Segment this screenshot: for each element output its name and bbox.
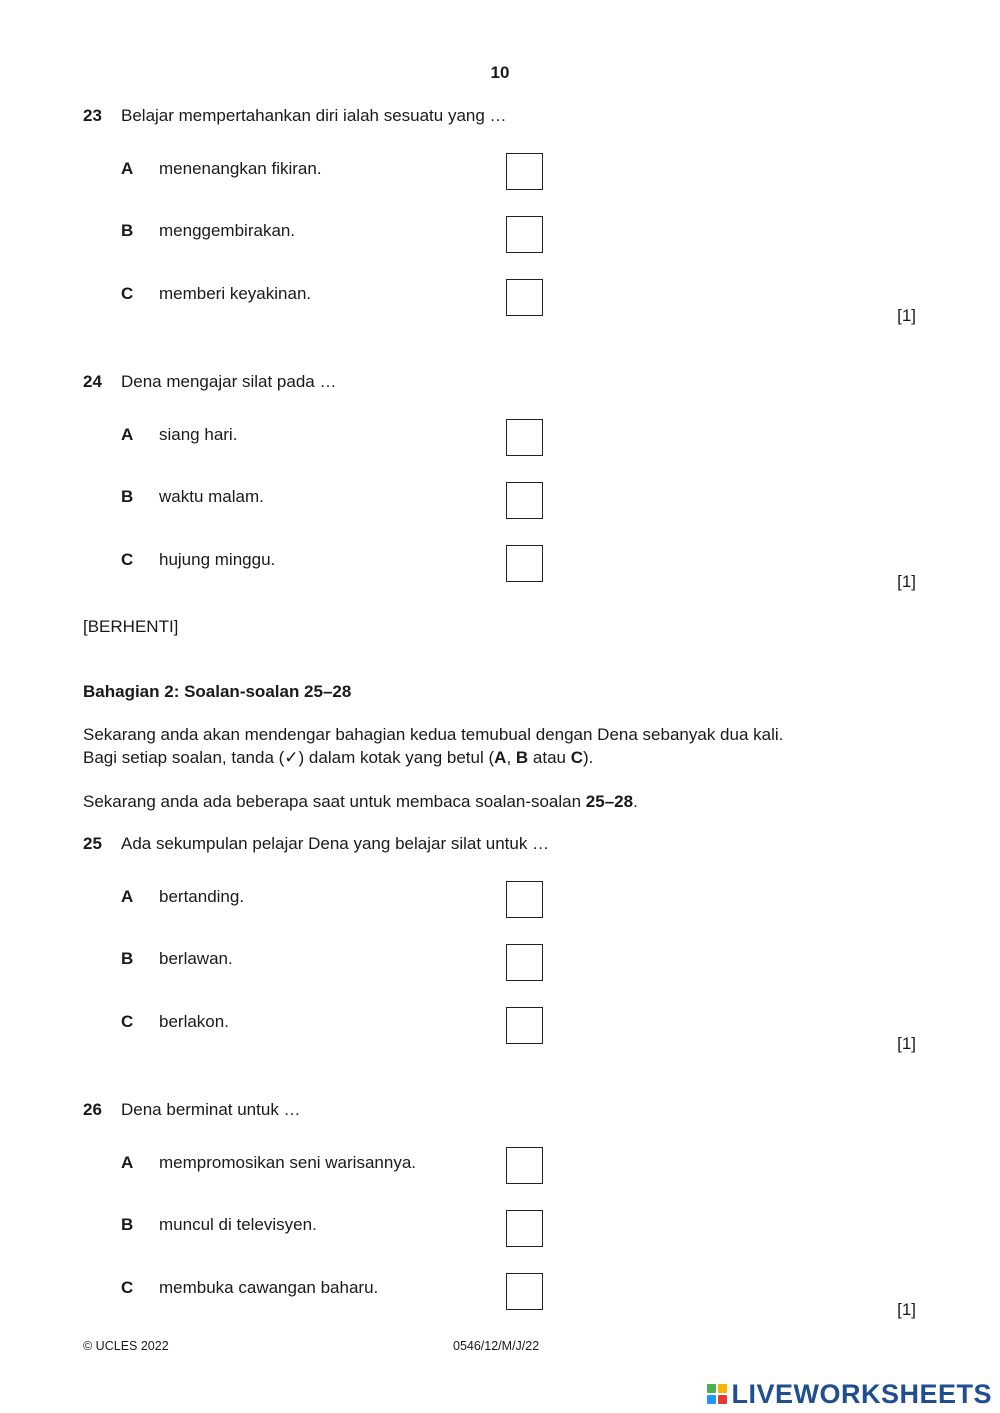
option-text: mempromosikan seni warisannya.: [159, 1153, 416, 1172]
footer-copyright: © UCLES 2022: [83, 1339, 169, 1353]
option-letter: A: [121, 1153, 134, 1172]
option-letter: B: [121, 487, 134, 506]
option-text: bertanding.: [159, 887, 245, 906]
option-text: muncul di televisyen.: [159, 1215, 317, 1234]
marks-label: [1]: [897, 306, 916, 325]
q24-option-c-checkbox[interactable]: [506, 545, 543, 582]
option-letter: A: [121, 159, 134, 178]
marks-label: [1]: [897, 572, 916, 591]
logo-square: [718, 1395, 727, 1404]
option-letter: A: [121, 425, 134, 444]
option-text: menenangkan fikiran.: [159, 159, 322, 178]
option-letter: B: [121, 221, 134, 240]
option-letter: A: [121, 887, 134, 906]
logo-square: [707, 1384, 716, 1393]
option-letter: C: [121, 550, 134, 569]
q24-option-a-checkbox[interactable]: [506, 419, 543, 456]
liveworksheets-logo[interactable]: [707, 1378, 992, 1410]
q25-option-b-checkbox[interactable]: [506, 944, 543, 981]
q23-option-b-checkbox[interactable]: [506, 216, 543, 253]
option-text: berlawan.: [159, 949, 233, 968]
question-25-text: Ada sekumpulan pelajar Dena yang belajar silat untuk …: [121, 834, 550, 853]
question-26-text: Dena berminat untuk …: [121, 1100, 301, 1119]
question-23-number: 23: [83, 106, 102, 125]
option-letter: C: [121, 1012, 134, 1031]
section-instruction-line2: Bagi setiap soalan, tanda (✓) dalam kotak yang betul (A, B atau C).: [83, 748, 594, 767]
stop-instruction: [BERHENTI]: [83, 617, 179, 636]
logo-square: [718, 1384, 727, 1393]
section-instruction-line1: Sekarang anda akan mendengar bahagian kedua temubual dengan Dena sebanyak dua kali.: [83, 725, 784, 744]
marks-label: [1]: [897, 1300, 916, 1319]
logo-square: [707, 1395, 716, 1404]
question-24-text: Dena mengajar silat pada …: [121, 372, 337, 391]
option-letter: C: [121, 284, 134, 303]
q25-option-a-checkbox[interactable]: [506, 881, 543, 918]
q26-option-b-checkbox[interactable]: [506, 1210, 543, 1247]
option-text: berlakon.: [159, 1012, 229, 1031]
question-25-number: 25: [83, 834, 102, 853]
page-number: 10: [490, 63, 510, 82]
footer-paper-code: 0546/12/M/J/22: [453, 1339, 540, 1353]
option-text: waktu malam.: [159, 487, 264, 506]
option-letter: B: [121, 1215, 134, 1234]
q26-option-c-checkbox[interactable]: [506, 1273, 543, 1310]
brand-name: LIVEWORKSHEETS: [731, 1378, 992, 1409]
reading-time-instruction: Sekarang anda ada beberapa saat untuk membaca soalan-soalan 25–28.: [83, 792, 638, 811]
q25-option-c-checkbox[interactable]: [506, 1007, 543, 1044]
q26-option-a-checkbox[interactable]: [506, 1147, 543, 1184]
question-24-number: 24: [83, 372, 102, 391]
option-text: memberi keyakinan.: [159, 284, 312, 303]
marks-label: [1]: [897, 1034, 916, 1053]
option-text: siang hari.: [159, 425, 238, 444]
q24-option-b-checkbox[interactable]: [506, 482, 543, 519]
q23-option-c-checkbox[interactable]: [506, 279, 543, 316]
option-text: hujung minggu.: [159, 550, 276, 569]
q23-option-a-checkbox[interactable]: [506, 153, 543, 190]
logo-grid-icon: [707, 1384, 727, 1404]
section-heading: Bahagian 2: Soalan-soalan 25–28: [83, 682, 352, 701]
option-text: menggembirakan.: [159, 221, 296, 240]
option-letter: C: [121, 1278, 134, 1297]
question-23-text: Belajar mempertahankan diri ialah sesuatu yang …: [121, 106, 507, 125]
option-text: membuka cawangan baharu.: [159, 1278, 379, 1297]
question-26-number: 26: [83, 1100, 102, 1119]
option-letter: B: [121, 949, 134, 968]
